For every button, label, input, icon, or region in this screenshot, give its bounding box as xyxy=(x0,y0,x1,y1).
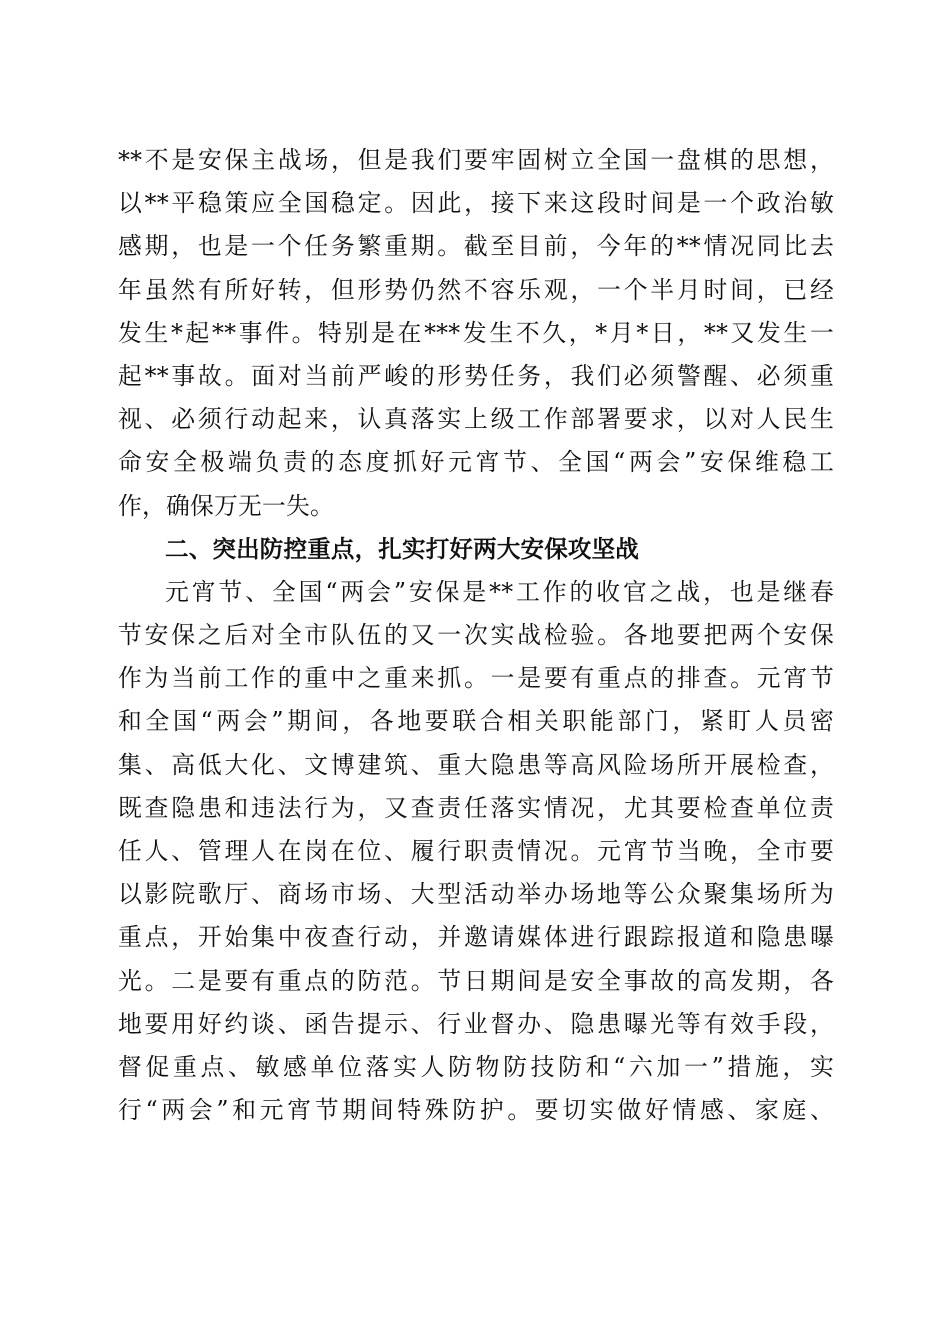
text-line: 节安保之后对全市队伍的又一次实战检验。各地要把两个安保 xyxy=(118,621,834,650)
text-line: 命安全极端负责的态度抓好元宵节、全国“两会”安保维稳工 xyxy=(118,448,834,477)
text-line: 任人、管理人在岗在位、履行职责情况。元宵节当晚，全市要 xyxy=(118,837,834,865)
paragraph-2 xyxy=(118,571,834,1132)
text-line: 起**事故。面对当前严峻的形势任务，我们必须警醒、必须重 xyxy=(118,361,834,390)
document-body xyxy=(118,139,834,1132)
text-line: 作为当前工作的重中之重来抓。一是要有重点的排查。元宵节 xyxy=(118,664,834,693)
text-line: 发生*起**事件。特别是在***发生不久，*月*日，**又发生一 xyxy=(118,318,834,347)
text-line-last: 作，确保万无一失。 xyxy=(118,491,334,520)
text-line: 督促重点、敏感单位落实人防物防技防和“六加一”措施，实 xyxy=(118,1052,834,1081)
text-line: 集、高低大化、文博建筑、重大隐患等高风险场所开展检查， xyxy=(118,750,834,779)
text-line: 重点，开始集中夜查行动，并邀请媒体进行跟踪报道和隐患曝 xyxy=(118,923,834,952)
text-line: 年虽然有所好转，但形势仍然不容乐观，一个半月时间，已经 xyxy=(118,275,834,304)
text-line: 行“两会”和元宵节期间特殊防护。要切实做好情感、家庭、 xyxy=(118,1096,834,1125)
section-heading: 二、突出防控重点，扎实打好两大安保攻坚战 xyxy=(165,534,639,563)
text-line: 以影院歌厅、商场市场、大型活动举办场地等公众聚集场所为 xyxy=(118,880,834,909)
text-line: 光。二是要有重点的防范。节日期间是安全事故的高发期，各 xyxy=(118,966,834,995)
text-line-first: 元宵节、全国“两会”安保是**工作的收官之战，也是继春 xyxy=(165,577,834,606)
text-line: 既查隐患和违法行为，又查责任落实情况，尤其要检查单位责 xyxy=(118,793,834,822)
paragraph-1 xyxy=(118,139,834,528)
text-line: 地要用好约谈、函告提示、行业督办、隐患曝光等有效手段， xyxy=(118,1009,834,1038)
text-line: 以**平稳策应全国稳定。因此，接下来这段时间是一个政治敏 xyxy=(118,189,834,218)
text-line: 感期，也是一个任务繁重期。截至目前，今年的**情况同比去 xyxy=(118,232,834,261)
text-line: **不是安保主战场，但是我们要牢固树立全国一盘棋的思想， xyxy=(118,146,834,174)
text-line: 和全国“两会”期间，各地要联合相关职能部门，紧盯人员密 xyxy=(118,707,834,736)
text-line: 视、必须行动起来，认真落实上级工作部署要求，以对人民生 xyxy=(118,405,834,434)
